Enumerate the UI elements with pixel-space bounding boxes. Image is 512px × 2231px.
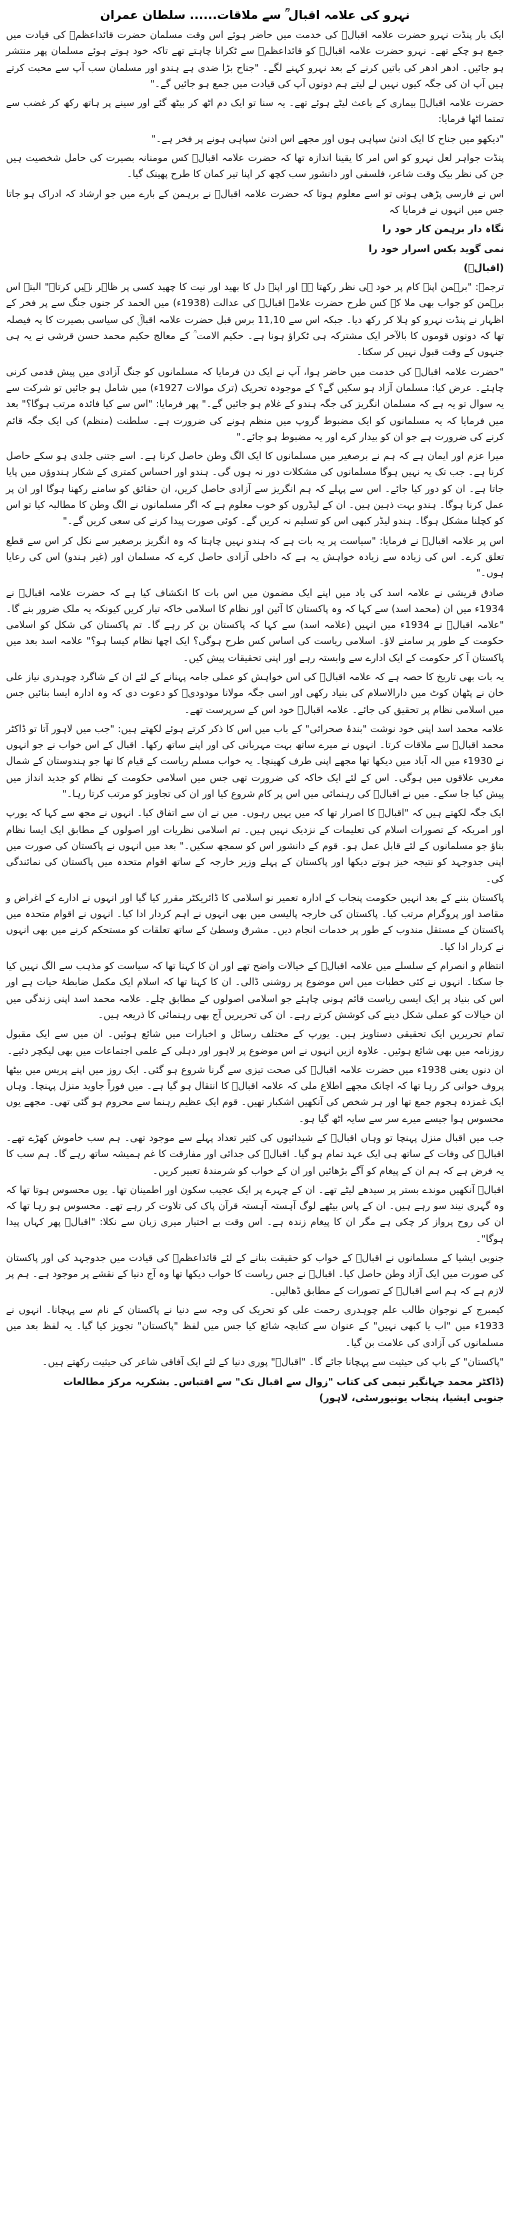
paragraph-6: ترجمہ: "برہمن اپنے کام پر خود ہی نظر رکھتا ہے اور اپنے دل کا بھید اور نیت کا چھید کسی پر ظاہر نہیں کرتا۔" البتہ اس برہمن کو جواب بھی ملا کہ کس طرح حضرت علامہ اقبالؒ کی عدالت (1938ء) میں الحمد کر جنوں جنگ سے پر فخر کے اظہار نے پنڈت نہرو کو ہلا کر رکھ دیا۔ جبکہ اس سے 11,10 برس قبل حضرت علامہ اقبالؒ کی سیاسی بصیرت کا یہ فیصلہ تھا کہ دونوں قوموں کا بالآخر ایک مشترکہ ہی ٹکراؤ ہونا ہے۔ حکیم الامت ؒ کے معالج حکیم محمد حسن قرشی نے یہ ہی جنہوں کے وقت قبول نہیں کر سکتا۔ [6, 282, 504, 359]
paragraph-20: جنوبی ایشیا کے مسلمانوں نے اقبالؒ کے خواب کو حقیقت بنانے کے لئے قائداعظمؒ کی قیادت میں جدوجہد کی اور پاکستان کی صورت میں ایک آزاد وطن حاصل کیا۔ اقبالؒ نے جس ریاست کا خواب دیکھا تھا وہ آج دنیا کے نقشے پر موجود ہے۔ ہم پر لازم ہے کہ ہم اسے اقبالؒ کے تصورات کے مطابق ڈھالیں۔ [6, 1253, 504, 1297]
paragraph-13: ایک جگہ لکھتے ہیں کہ "اقبالؒ کا اصرار تھا کہ میں یہیں رہوں۔ میں نے ان سے اتفاق کیا۔ انہوں نے مجھ سے کہا کہ یورپ اور امریکہ کے تصورات اسلام کی تعلیمات کے نزدیک نہیں ہیں۔ تم اسلامی نظریات اور اصولوں کے مطابق ایک ایسا نظام بناؤ جو مسلمانوں کے لئے قابل عمل ہو۔ قوم کے دانشور اس کو سمجھ سکیں۔" بعد میں انہوں نے پاکستان کی صورت میں اپنی جدوجہد کو نتیجہ خیز ہوتے دیکھا اور پاکستان کے پہلے وزیر خارجہ کے ساتھ اقوام متحدہ میں پاکستان کی نمائندگی کی۔ [6, 808, 504, 885]
paragraph-17: ان دنوں یعنی 1938ء میں حضرت علامہ اقبالؒ کی صحت تیزی سے گرنا شروع ہو گئی۔ ایک روز میں اپنے پریس میں بیٹھا پروف خوانی کر رہا تھا کہ اچانک مجھے اطلاع ملی کہ علامہ اقبالؒ کا انتقال ہو گیا ہے۔ میں فوراً جاوید منزل پہنچا۔ وہاں ایک غمزدہ ہجوم جمع تھا اور ہر شخص کی آنکھیں اشکبار تھیں۔ قوم ایک عظیم رہنما سے محروم ہو گئی تھی۔ مجھے یوں محسوس ہوا جیسے میرے سر سے سایہ اٹھ گیا ہو۔ [6, 1064, 504, 1125]
paragraph-21: کیمبرج کے نوجوان طالب علم چوہدری رحمت علی کو تحریک کی وجہ سے دنیا نے پاکستان کے نام سے پہچانا۔ انہوں نے 1933ء میں "اب یا کبھی نہیں" کے عنوان سے کتابچہ شائع کیا جس میں لفظ "پاکستان" تجویز کیا گیا۔ یہ لفظ بعد میں مسلمانوں کی آزادی کی علامت بن گیا۔ [6, 1304, 504, 1349]
paragraph-22: "پاکستان" کے باپ کی حیثیت سے پہچانا جائے گا۔ "اقبالؒ" پوری دنیا کے لئے ایک آفاقی شاعر کی حیثیت رکھتے ہیں۔ [42, 1356, 504, 1368]
paragraph-5: اس نے فارسی پڑھی ہوتی تو اسے معلوم ہوتا کہ حضرت علامہ اقبالؒ نے برہمن کے بارے میں جو ارشاد کہ ادراک ہو جاتا جس میں انہوں نے فرمایا کہ [6, 188, 504, 216]
persian-verse-line-2: نمی گوید بکس اسرار خود را [368, 243, 504, 255]
paragraph-9: اس پر علامہ اقبالؒ نے فرمایا: "سیاست پر یہ بات ہے کہ ہندو نہیں چاہتا کہ وہ انگریز برصغیر سے نکل کر اس سے قطع تعلق کرے۔ اس کی زیادہ سے زیادہ خواہش یہ ہے کہ داخلی آزادی حاصل کرے کہ مسلمان اور (غیر ہندو) اس کی رعایا ہوں۔" [6, 535, 504, 580]
source-credit [6, 1375, 504, 1408]
paragraph-7: "حضرت علامہ اقبالؒ کی خدمت میں حاضر ہوا، آپ نے ایک دن فرمایا کہ مسلمانوں کو جنگ آزادی میں پیش قدمی کرنی چاہئے۔ عرض کیا: مسلمان آزاد ہو سکیں گے؟ کے موجودہ تحریک (ترک موالات 1927ء) میں شامل ہو جائیں تو شرکت سے یہ سوال تو یہ ہے کہ مسلمان انگریز کی جگہ ہندو کے غلام ہو جائیں گے۔" پھر فرمایا: "اس سے کیا فائدہ مرتب ہوگا؟" بعد میں فرمایا کہ یہ مسلمانوں کو ایک مضبوط گروپ میں منظم ہونے کی ضرورت ہے۔ سلطنت (منظم) کی ایک جگہ قائم کرنے کی ضرورت ہے جو ان کو بیدار کرے اور یہ مضبوط ہو جائے۔" [6, 366, 504, 443]
quote-iqbal: "دیکھو میں جناح کا ایک ادنیٰ سپاہی ہوں اور مجھے اس ادنیٰ سپاہی ہونے پر فخر ہے۔" [151, 133, 504, 145]
source-credit-line-2: جنوبی ایشیا، پنجاب یونیورسٹی، لاہور) [319, 1393, 504, 1405]
source-credit-line-1: (ڈاکٹر محمد جہانگیر تیمی کی کتاب "زوال سے اقبال تک" سے اقتباس۔ بشکریہ مرکز مطالعات [63, 1377, 504, 1389]
paragraph-4: پنڈت جواہر لعل نہرو کو اس امر کا یقینا اندازہ تھا کہ حضرت علامہ اقبالؒ کس مومنانہ بصیرت کی حامل شخصیت ہیں جن کی نظر بیک وقت شاعر، فلسفی اور دانشور سب کچھ کر اپنا تیر کمان کا طرح پھینک گیا۔ [6, 153, 504, 181]
paragraph-18: جب میں اقبال منزل پہنچا تو وہاں اقبالؒ کے شیدائیوں کی کثیر تعداد پہلے سے موجود تھی۔ ہم سب خاموش کھڑے تھے۔ اقبالؒ کی وفات کے ساتھ ہی ایک عہد تمام ہو گیا۔ اقبالؒ کی جدائی اور مفارقت کا غم ہمیشہ ساتھ رہے گا۔ ہم سب کا یہ فرض ہے کہ ہم ان کے پیغام کو آگے بڑھائیں اور ان کے خواب کو شرمندۂ تعبیر کریں۔ [6, 1133, 504, 1177]
paragraph-16: تمام تحریریں ایک تحقیقی دستاویز ہیں۔ یورپ کے مختلف رسائل و اخبارات میں شائع ہوئیں۔ ان میں سے ایک مقبول روزنامہ میں بھی شائع ہوئیں۔ علاوہ ازیں انہوں نے اس موضوع پر لاہور اور دہلی کے علمی اجتماعات میں بھی لیکچر دئیے۔ [6, 1029, 504, 1057]
paragraph-1: ایک بار پنڈت نہرو حضرت علامہ اقبالؒ کی خدمت میں حاضر ہوئے اس وقت مسلمان حضرت قائداعظمؒ کی قیادت میں جمع ہو چکے تھے۔ نہرو حضرت علامہ اقبالؒ کو قائداعظمؒ سے ٹکرانا چاہتے تھے تاکہ خود ہوتے ہوئے مسلمان پھر منتشر ہو جائیں۔ ادھر ادھر کی باتیں کرنے کے بعد نہرو کہنے لگے۔ "جناح بڑا ضدی ہے ہندو اور مسلمان سب آپ سے محبت کرتے ہیں آپ ان کی جگہ کیوں نہیں لے لیتے ہم دونوں آپ کی قیادت میں جمع ہو جائیں گے۔" [6, 30, 504, 90]
paragraph-15: انتظام و انصرام کے سلسلے میں علامہ اقبالؒ کے خیالات واضح تھے اور ان کا کہنا تھا کہ سیاست کو مذہب سے الگ نہیں کیا جا سکتا۔ انہوں نے کئی خطبات میں اس موضوع پر روشنی ڈالی۔ ان کا کہنا تھا کہ اسلام ایک مکمل ضابطۂ حیات ہے اور اس کی بنیاد پر ایک ایسی ریاست قائم ہونی چاہئے جو اسلامی اصولوں کے مطابق چلے۔ علامہ محمد اسد اپنی زندگی میں ان خیالات کو عملی شکل دینے کی کوشش کرتے رہے۔ ان کی تحریریں آج بھی رہنمائی کا ذریعہ ہیں۔ [6, 961, 504, 1021]
paragraph-12: علامہ محمد اسد اپنی خود نوشت "بندۂ صحرائی" کے باب میں اس کا ذکر کرتے ہوئے لکھتے ہیں: "جب میں لاہور آتا تو ڈاکٹر محمد اقبالؒ سے ملاقات کرتا۔ انہوں نے میرے ساتھ بہت مہربانی کی اور اپنے ساتھ رکھا۔ اقبال کے اس خواب نے جو انہوں نے 1930ء میں الہ آباد میں دیکھا تھا مجھے اپنی طرف کھینچا۔ یہ خواب مسلم ریاست کے قیام کا تھا جو ہندوستان کے شمال مغربی علاقوں میں ہوگی۔ اس کے لئے ایک خاکہ کی ضرورت تھی جس میں اسلامی حکومت کے نظام کو جدید انداز میں پیش کیا جا سکے۔ میں نے اقبالؒ کی رہنمائی میں اس پر کام شروع کیا اور ان کی تجاویز کو مرتب کرتا رہا۔" [6, 723, 505, 801]
paragraph-14: پاکستان بننے کے بعد انہیں حکومت پنجاب کے ادارہ تعمیر نو اسلامی کا ڈائریکٹر مقرر کیا گیا اور انہوں نے ادارے کے اغراض و مقاصد اور پروگرام مرتب کیا۔ پاکستان کی خارجہ پالیسی میں بھی انہوں نے اہم کردار ادا کیا۔ انہوں نے اقوام متحدہ میں پاکستان کے مستقل مندوب کے طور پر خدمات انجام دیں۔ مشرق وسطیٰ کے ساتھ تعلقات کو مستحکم کرنے میں بھی انہوں نے کردار ادا کیا۔ [6, 892, 504, 953]
verse-attribution: (اقبالؒ) [463, 262, 504, 274]
paragraph-2: حضرت علامہ اقبالؒ بیماری کے باعث لیٹے ہوئے تھے۔ یہ سنا تو ایک دم اٹھ کر بیٹھ گئے اور سینے پر ہاتھ رکھ کر غضب سے تمتما اٹھا فرمایا: [6, 98, 504, 126]
article-title: نہرو کی علامہ اقبال ؒ سے ملاقات...... سلطان عمران [100, 8, 410, 22]
paragraph-19: اقبالؒ آنکھیں موندے بستر پر سیدھے لیٹے تھے۔ ان کے چہرے پر ایک عجیب سکون اور اطمینان تھا۔ یوں محسوس ہوتا تھا کہ وہ گہری نیند سو رہے ہیں۔ ان کے پاس بیٹھے لوگ آہستہ آہستہ قرآن پاک کی تلاوت کر رہے تھے۔ محسوس ہو رہا تھا کہ ان کی روح پرواز کر چکی ہے مگر ان کا پیغام زندہ ہے۔ اس وقت بے اختیار میری زبان سے نکلا: "اقبالؒ پھر کہاں پیدا ہوگا"۔ [6, 1184, 504, 1245]
paragraph-10: صادق قریشی نے علامہ اسد کی یاد میں اپنے ایک مضمون میں اس بات کا انکشاف کیا ہے کہ حضرت علامہ اقبالؒ نے 1934ء میں ان (محمد اسد) سے کہا کہ وہ پاکستان کا آئین اور نظام کا اسلامی خاکہ تیار کریں کیونکہ یہ ملک ضرور بنے گا۔ "علامہ اقبالؒ نے 1934ء میں انہیں (علامہ اسد) سے کہا کہ پاکستان بن کر رہے گا۔ تم پاکستان کی شکل کو اسلامی حکومت کے طور پر سامنے لاؤ۔ اسلامی ریاست کی اساس کس طرح ہوگی؟ ایک اچھا نظام کیسا ہو؟" علامہ اسد بعد میں پاکستان آ کر حکومت کے ایک ادارے سے وابستہ رہے اور اپنی تحقیقات پیش کیں۔ [6, 587, 504, 664]
persian-verse-line-1: نگاہ دار برہمن کار خود را [382, 224, 504, 236]
paragraph-8: میرا عزم اور ایمان ہے کہ ہم نے برصغیر میں مسلمانوں کا ایک الگ وطن حاصل کرنا ہے۔ اسے جتنی جلدی ہو سکے حاصل کرنا ہے۔ جب تک یہ نہیں ہوگا مسلمانوں کی مشکلات دور نہ ہوں گی۔ ہندو اور احساس کمتری کے شکار ہندوؤں میں پایا جاتا ہے۔ ان کو دور کیا جائے۔ اس سے پہلے کہ ہم انگریز سے آزادی حاصل کریں، ان حقائق کو سامنے رکھنا ہوگا اور ان پر عمل کرنا ہوگا۔ ہندو بہت ذہین ہیں۔ ان کے لیڈروں کو خوب معلوم ہے کہ اگر مسلمانوں نے الگ وطن کا مطالبہ کیا تو اس کو کچلنا مشکل ہوگا۔ ہندو لیڈر کبھی اس کو تسلیم نہ کریں گے۔ کوئی صورت پیدا کرنے کی سعی کریں گے۔" [6, 451, 504, 528]
paragraph-11: یہ بات بھی تاریخ کا حصہ ہے کہ علامہ اقبالؒ کی اس خواہش کو عملی جامہ پہنانے کے لئے ان کے شاگرد چوہدری نیاز علی خان نے پٹھان کوٹ میں دارالاسلام کی بنیاد رکھی اور اسی جگہ مولانا مودودیؒ کو دعوت دی کہ وہ ادارہ ایسا بنائیں جس میں اسلامی نظام پر تحقیق کی جائے۔ علامہ اقبالؒ خود اس کے سرپرست تھے۔ [6, 671, 504, 716]
